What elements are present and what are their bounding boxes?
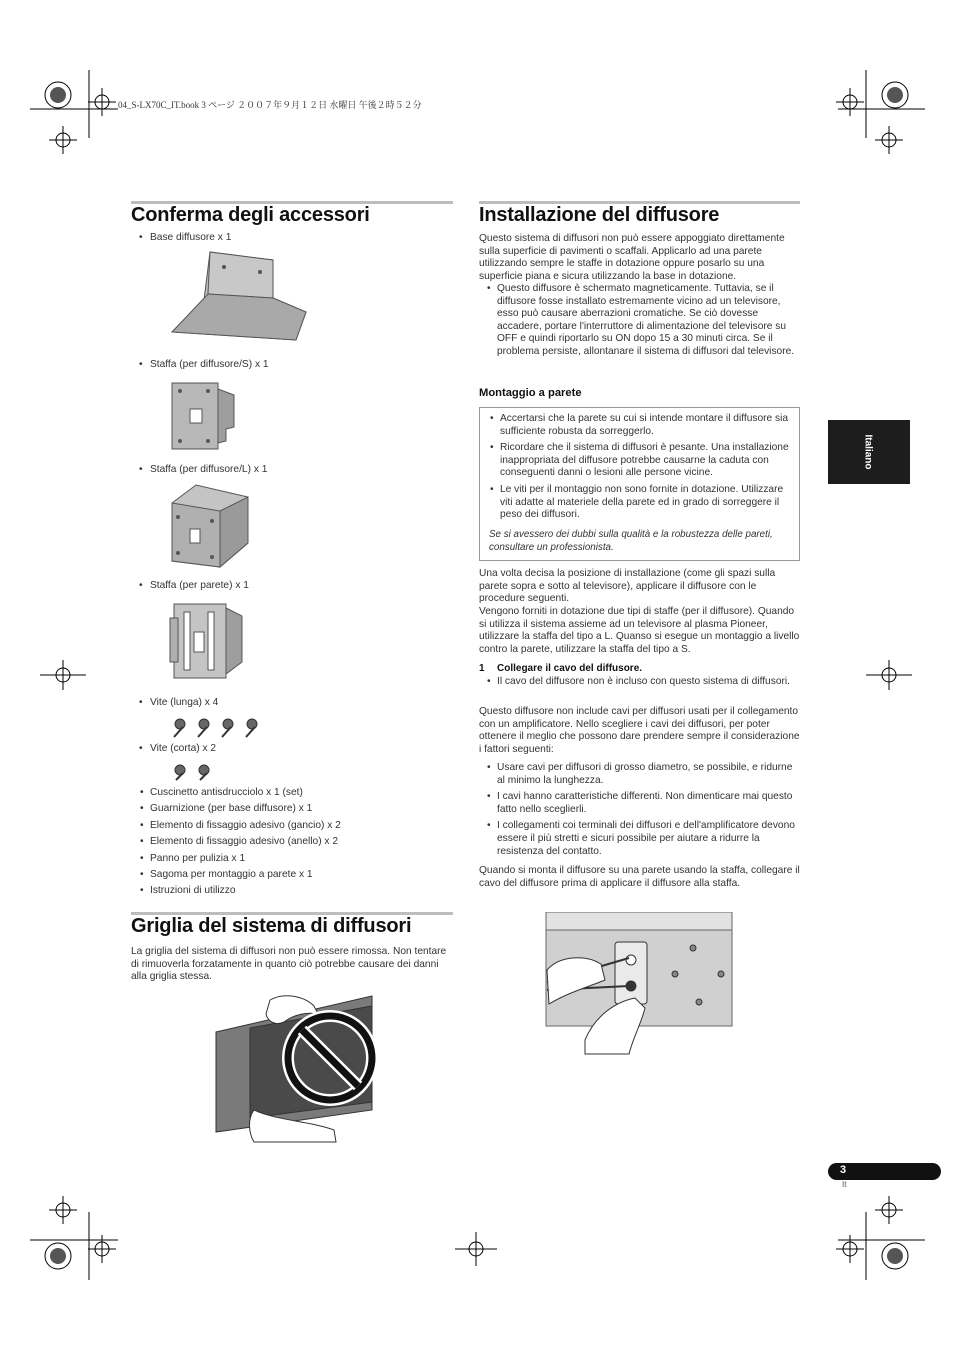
- list-item: • Ricordare che il sistema di diffusori è pesante. Una installazione inappropriata del diffusore potrebbe causarne la caduta con conseguenti danni o lesioni alle persone vicine.: [489, 442, 795, 480]
- wall-mount-subtitle: Montaggio a parete: [479, 387, 582, 399]
- list-item: • Istruzioni di utilizzo: [139, 885, 449, 898]
- list-item: • Elemento di fissaggio adesivo (gancio) x 2: [139, 820, 449, 833]
- accessory-item: • Vite (corta) x 2: [139, 743, 217, 754]
- list-item: • Elemento di fissaggio adesivo (anello) x 2: [139, 836, 449, 849]
- language-tab-label: Italiano: [862, 434, 874, 470]
- list-item: • Questo diffusore è schermato magneticamente. Tuttavia, se il diffusore fosse installato estremamente vicino ad un televisore, esso può causare aberrazioni cromatiche. Se ciò dovesse accadere, portare l'interruttore di alimentazione del televisore su OFF e quindi riportarlo su ON dopo 15 a 30 minuti circa. Se il problema persiste, allontanare il sistema di diffusori dal televisore.: [486, 283, 800, 359]
- page-number-bar: [828, 1163, 941, 1180]
- install-paragraph: Quando si monta il diffusore su una parete usando la staffa, collegare il cavo del diffusore prima di applicare il diffusore alla staffa.: [479, 865, 800, 889]
- install-paragraph: Vengono forniti in dotazione due tipi di staffe (per il diffusore). Quando si utilizza il sistema assieme ad un televisore al plasma Pioneer, utilizzare la staffa del tipo a L. Quanso si esegue un montaggio a livello contro la parete, utilizzare la staffa del tipo a S.: [479, 606, 800, 655]
- speaker-cable-connection-illustration: [545, 912, 733, 1058]
- step-number: 1: [479, 663, 485, 674]
- list-item: • Usare cavi per diffusori di grosso diametro, se possibile, e ridurne al minimo la lunghezza.: [486, 762, 800, 787]
- list-item: • Cuscinetto antisdrucciolo x 1 (set): [139, 787, 449, 800]
- list-item: • Guarnizione (per base diffusore) x 1: [139, 803, 449, 816]
- step-note-list: [486, 676, 800, 689]
- page-number: 3: [840, 1164, 847, 1176]
- install-paragraph: Questo diffusore non include cavi per diffusori usati per il collegamento con un amplificatore. Nello scegliere i cavi dei diffusori, per poter ottenere il meglio che possono dare prendere sempre il considerazione i fattori seguenti:: [479, 706, 800, 755]
- grille-text: La griglia del sistema di diffusori non può essere rimossa. Non tentare di rimuoverla forzatamente in quanto ciò potrebbe causare dei danni alla griglia stessa.: [131, 946, 447, 983]
- caution-box: [479, 407, 800, 561]
- accessory-item: • Staffa (per diffusore/L) x 1: [139, 464, 268, 475]
- language-tab: [828, 420, 910, 484]
- screw-icon: [175, 765, 185, 780]
- cable-tips-list: [486, 762, 800, 858]
- accessories-title: Conferma degli accessori: [131, 204, 370, 226]
- wall-bracket-illustration: [168, 598, 248, 682]
- install-title: Installazione del diffusore: [479, 204, 720, 226]
- grille-title: Griglia del sistema di diffusori: [131, 915, 412, 937]
- grille-warning-illustration: [214, 992, 376, 1144]
- accessories-list: [139, 787, 449, 898]
- install-paragraph: Una volta decisa la posizione di installazione (come gli spazi sulla parete sopra e sotto al televisore), applicare il diffusore con le procedure seguenti.: [479, 568, 776, 605]
- list-item: • I collegamenti coi terminali dei diffusori e dell'amplificatore devono essere il più stretti e sicuri possibile per aiutare a ridurre la resistenza del contatto.: [486, 820, 800, 858]
- accessory-item: • Vite (lunga) x 4: [139, 697, 219, 708]
- list-item: • I cavi hanno caratteristiche differenti. Non dimenticare mai questo fatto nello sceglierli.: [486, 791, 800, 816]
- list-item: • Panno per pulizia x 1: [139, 853, 449, 866]
- accessory-item: • Staffa (per parete) x 1: [139, 580, 249, 591]
- bracket-l-illustration: [168, 483, 256, 569]
- bracket-s-illustration: [168, 381, 240, 453]
- list-item: • Accertarsi che la parete su cui si intende montare il diffusore sia sufficiente robusta da sorreggerlo.: [489, 413, 795, 438]
- speaker-base-illustration: [168, 250, 320, 342]
- list-item: • Le viti per il montaggio non sono fornite in dotazione. Utilizzare viti adatte al materiele della parete ed in grado di sorreggere il peso dei diffusori.: [489, 484, 795, 522]
- caution-note: Se si avessero dei dubbi sulla qualità e la robustezza delle pareti, consultare un professionista.: [489, 529, 773, 553]
- step-title: Collegare il cavo del diffusore.: [497, 663, 643, 674]
- list-item: • Sagoma per montaggio a parete x 1: [139, 869, 449, 882]
- page-language-code: It: [842, 1180, 847, 1189]
- long-screws-illustration: [170, 715, 270, 739]
- caution-list: [489, 413, 795, 522]
- accessory-item: • Staffa (per diffusore/S) x 1: [139, 359, 269, 370]
- screw-icon: [174, 719, 185, 737]
- list-item: • Il cavo del diffusore non è incluso con questo sistema di diffusori.: [486, 676, 800, 689]
- print-file-info: 04_S-LX70C_IT.book 3 ページ ２００７年９月１２日 水曜日 午後２時５２分: [118, 100, 422, 110]
- install-intro: Questo sistema di diffusori non può essere appoggiato direttamente sulla superficie di pavimenti o scaffali. Applicarlo ad una parete utilizzando sempre le staffe in dotazione oppure posarlo su una superficie piana e sicura utilizzando la base in dotazione.: [479, 233, 785, 282]
- short-screws-illustration: [170, 762, 218, 782]
- accessory-item: • Base diffusore x 1: [139, 232, 232, 243]
- install-note-list: [486, 283, 800, 359]
